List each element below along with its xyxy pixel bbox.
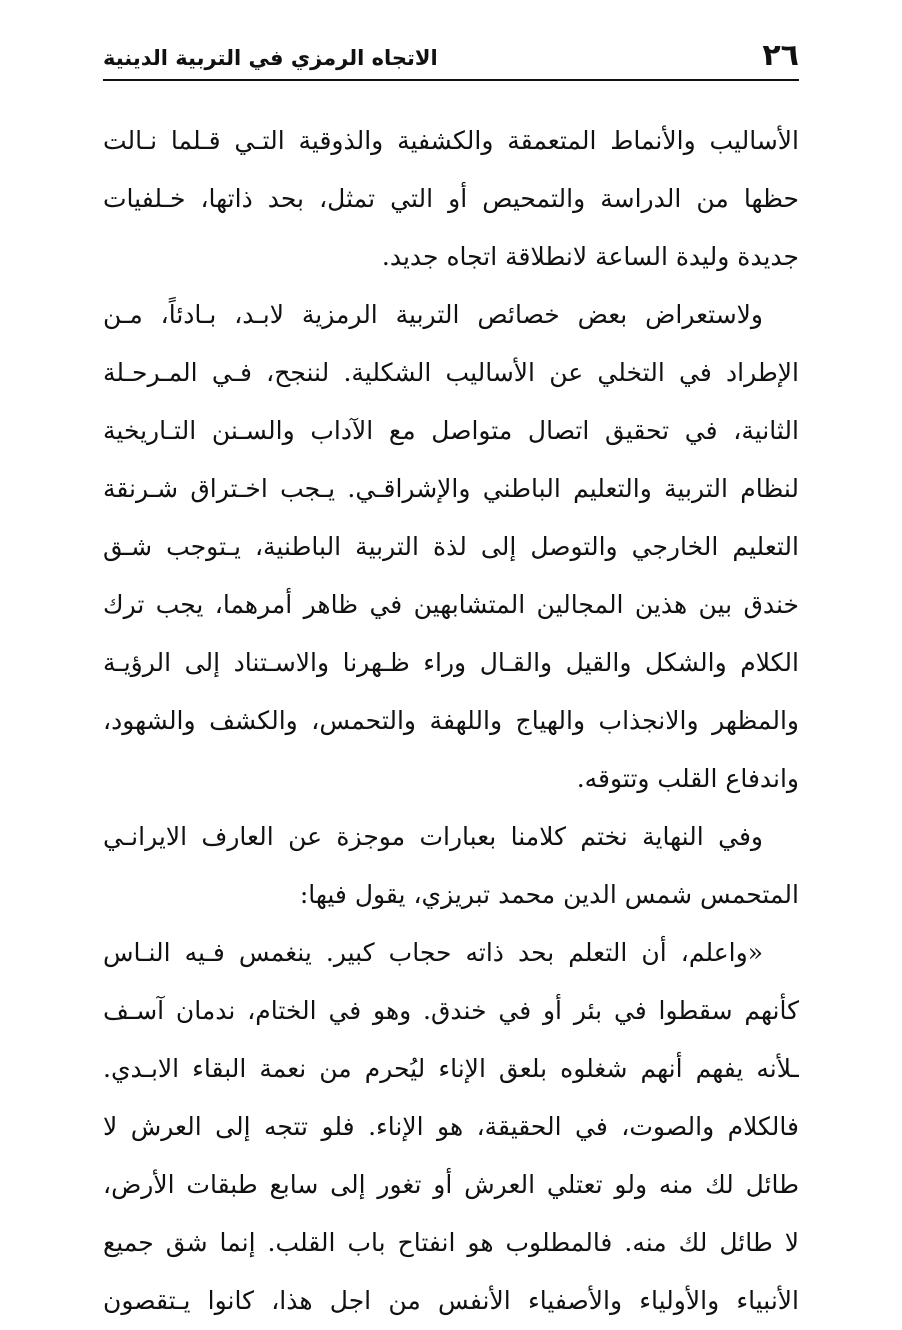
paragraph-3 (103, 808, 799, 924)
text-line: الأنبياء والأولياء والأصفياء الأنفس من اجل هذا، كانوا يـتقصون (103, 1286, 799, 1315)
paragraph-4-quote (103, 924, 799, 1330)
running-title: الاتجاه الرمزي في التربية الدينية (103, 46, 438, 70)
text-line: الثانية، في تحقيق اتصال متواصل مع الآداب والسـنن التـاريخية (103, 416, 799, 445)
text-line: «واعلم، أن التعلم بحد ذاته حجاب كبير. ينغمس فـيه النـاس (103, 938, 763, 967)
text-line: واندفاع القلب وتتوقه. (576, 764, 799, 793)
text-line: المتحمس شمس الدين محمد تبريزي، يقول فيها: (299, 880, 799, 909)
text-line: خندق بين هذين المجالين المتشابهين في ظاهر أمرهما، يجب ترك (103, 590, 799, 619)
page-number: ٢٦ (762, 38, 799, 73)
text-line: جديدة وليدة الساعة لانطلاقة اتجاه جديد. (381, 242, 799, 271)
text-line: لنظام التربية والتعليم الباطني والإشراقـي. يـجب اخـتراق شـرنقة (103, 474, 799, 503)
text-line: والمظهر والانجذاب والهياج واللهفة والتحمس، والكشف والشهود، (103, 706, 799, 735)
text-line: ـلأنه يفهم أنهم شغلوه بلعق الإناء ليُحرم من نعمة البقاء الابـدي. (103, 1054, 799, 1083)
text-line: فالكلام والصوت، في الحقيقة، هو الإناء. فلو تتجه إلى العرش لا (103, 1112, 799, 1141)
text-line: كأنهم سقطوا في بئر أو في خندق. وهو في الختام، ندمان آسـف (103, 996, 799, 1025)
text-line: حظها من الدراسة والتمحيص أو التي تمثل، بحد ذاتها، خـلفيات (103, 184, 799, 213)
body-text (103, 112, 799, 1330)
text-line: لا طائل لك منه. فالمطلوب هو انفتاح باب القلب. إنما شق جميع (103, 1228, 799, 1257)
running-header (103, 28, 799, 76)
paragraph-2 (103, 286, 799, 808)
header-rule (103, 79, 799, 81)
text-line: الكلام والشكل والقيل والقـال وراء ظـهرنا والاسـتناد إلى الرؤيـة (103, 648, 799, 677)
text-line: التعليم الخارجي والتوصل إلى لذة التربية الباطنية، يـتوجب شـق (103, 532, 799, 561)
text-line: ولاستعراض بعض خصائص التربية الرمزية لابـد، بـادئاً، مـن (103, 300, 763, 329)
text-line: طائل لك منه ولو تعتلي العرش أو تغور إلى سابع طبقات الأرض، (103, 1170, 799, 1199)
text-line: الإطراد في التخلي عن الأساليب الشكلية. لننجح، فـي المـرحـلة (103, 358, 799, 387)
text-line: الأساليب والأنماط المتعمقة والكشفية والذوقية التـي قـلما نـالت (103, 126, 799, 155)
text-line: وفي النهاية نختم كلامنا بعبارات موجزة عن العارف الايرانـي (103, 822, 763, 851)
paragraph-1 (103, 112, 799, 286)
